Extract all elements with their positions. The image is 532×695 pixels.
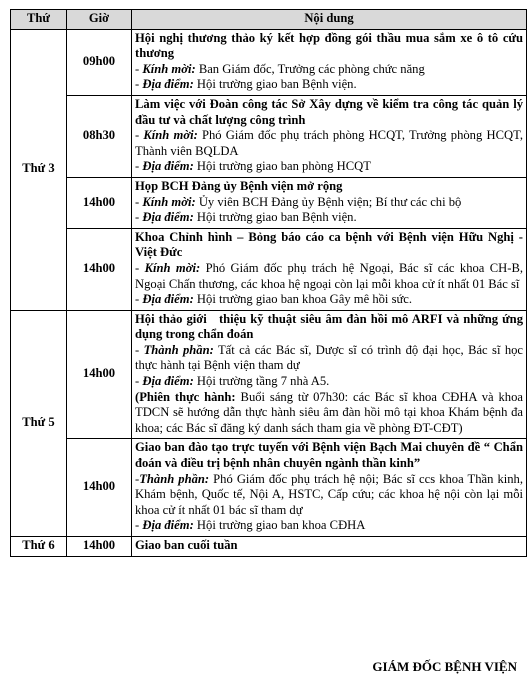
event-title: Làm việc với Đoàn công tác Sở Xây dựng về kiểm tra công tác quản lý đầu tư và chất lượng công trình bbox=[135, 96, 523, 127]
time-cell: 14h00 bbox=[67, 537, 132, 557]
header-day: Thứ bbox=[11, 10, 67, 30]
day-cell: Thứ 3 bbox=[11, 29, 67, 310]
table-row bbox=[11, 537, 527, 557]
event-invite: - Kính mời: Ủy viên BCH Đảng ủy Bệnh viện; Bí thư các chi bộ bbox=[135, 194, 462, 209]
time-cell: 14h00 bbox=[67, 310, 132, 439]
event-content bbox=[132, 439, 527, 537]
signature: GIÁM ĐỐC BỆNH VIỆN bbox=[372, 659, 517, 674]
event-place: - Địa điểm: Hội trường tầng 7 nhà A5. bbox=[135, 374, 330, 389]
event-place: - Địa điểm: Hội trường giao ban Bệnh viện. bbox=[135, 77, 357, 92]
time-cell: 14h00 bbox=[67, 439, 132, 537]
header-content: Nội dung bbox=[132, 10, 527, 30]
event-content bbox=[132, 310, 527, 439]
event-place: - Địa điểm: Hội trường giao ban Bệnh viện. bbox=[135, 210, 357, 225]
event-title: Giao ban cuối tuần bbox=[135, 538, 238, 552]
day-cell: Thứ 5 bbox=[11, 310, 67, 536]
event-content bbox=[132, 228, 527, 310]
event-practice: (Phiên thực hành: Buổi sáng từ 07h30: các Bác sĩ khoa CĐHA và khoa TDCN sẽ hướng dẫn thực hành siêu âm đàn hồi mô tại khoa Khám bệnh đa khoa; các Bác sĩ đăng ký danh sách tham gia về phòng ĐT-CĐT) bbox=[135, 389, 523, 435]
event-title: Giao ban đào tạo trực tuyến với Bệnh viện Bạch Mai chuyên đề “ Chẩn đoán và điều trị bệnh nhân chuyên ngành thần kinh” bbox=[135, 440, 523, 471]
event-place: - Địa điểm: Hội trường giao ban khoa CĐHA bbox=[135, 518, 366, 533]
table-row bbox=[11, 439, 527, 537]
table-row bbox=[11, 228, 527, 310]
time-cell: 09h00 bbox=[67, 29, 132, 95]
event-title: Hội nghị thương thảo ký kết hợp đồng gói thầu mua sắm xe ô tô cứu thương bbox=[135, 30, 523, 61]
event-invite: - Thành phần: Tất cả các Bác sĩ, Dược sĩ có trình độ đại học, Bác sĩ học thực hành tại Bệnh viện tham dự bbox=[135, 342, 524, 373]
time-cell: 14h00 bbox=[67, 228, 132, 310]
time-cell: 08h30 bbox=[67, 95, 132, 177]
event-content bbox=[132, 177, 527, 228]
event-title: Họp BCH Đảng ủy Bệnh viện mở rộng bbox=[135, 178, 343, 193]
event-place: - Địa điểm: Hội trường giao ban phòng HCQT bbox=[135, 159, 371, 174]
event-invite: - Kính mời: Ban Giám đốc, Trưởng các phòng chức năng bbox=[135, 61, 425, 76]
event-invite: - Kính mời: Phó Giám đốc phụ trách hệ Ngoại, Bác sĩ các khoa CH-B, Ngoại Chấn thương, các khoa hệ ngoại còn lại mỗi khoa cử ít nhất 01 Bác sĩ bbox=[135, 260, 524, 291]
event-title: Hội thảo giới thiệu kỹ thuật siêu âm đàn hồi mô ARFI và những ứng dụng trong chẩn đoán bbox=[135, 311, 527, 342]
table-row bbox=[11, 29, 527, 95]
schedule-table bbox=[10, 9, 527, 557]
table-row bbox=[11, 310, 527, 439]
event-title: Khoa Chỉnh hình – Bỏng báo cáo ca bệnh với Bệnh viện Hữu Nghị - Việt Đức bbox=[135, 229, 523, 260]
table-row bbox=[11, 95, 527, 177]
event-invite: -Thành phần: Phó Giám đốc phụ trách hệ nội; Bác sĩ ccs khoa Thần kinh, Khám bệnh, Quốc tế, Nội A, HSTC, Cấp cứu; các khoa hệ nội còn lại mỗi khoa cử ít nhất 01 bác sĩ tham dự bbox=[135, 471, 523, 517]
event-content bbox=[132, 95, 527, 177]
time-cell: 14h00 bbox=[67, 177, 132, 228]
day-cell: Thứ 6 bbox=[11, 537, 67, 557]
event-place: - Địa điểm: Hội trường giao ban khoa Gây mê hồi sức. bbox=[135, 292, 413, 307]
event-content bbox=[132, 537, 527, 557]
event-invite: - Kính mời: Phó Giám đốc phụ trách phòng HCQT, Trưởng phòng HCQT, Thành viên BQLDA bbox=[135, 128, 523, 158]
event-content bbox=[132, 29, 527, 95]
header-time: Giờ bbox=[67, 10, 132, 30]
table-row bbox=[11, 177, 527, 228]
header-row bbox=[11, 10, 527, 30]
